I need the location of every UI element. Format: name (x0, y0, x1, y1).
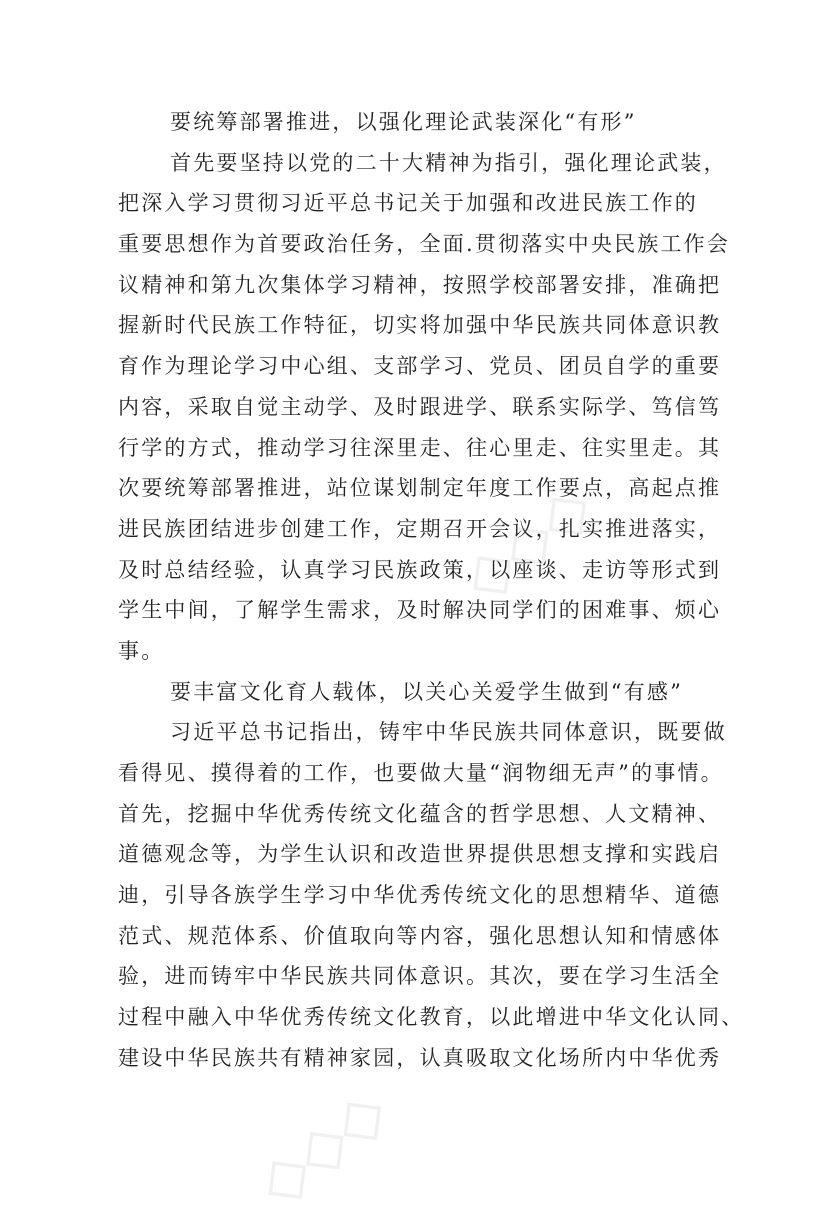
paragraph-line: 道德观念等，为学生认识和改造世界提供思想支撑和实践启 (118, 842, 722, 867)
paragraph-line: 习近平总书记指出，铸牢中华民族共同体意识，既要做 (170, 720, 727, 745)
section-heading: 要丰富文化育人载体，以关心关爱学生做到“有感” (170, 679, 684, 704)
section-heading: 要统筹部署推进，以强化理论武装深化“有形” (170, 110, 637, 134)
paragraph-line: 迪，引导各族学生学习中华优秀传统文化的思想精华、道德 (118, 883, 722, 908)
paragraph-line: 学生中间，了解学生需求，及时解决同学们的困难事、烦心 (118, 598, 722, 623)
paragraph-line: 及时总结经验，认真学习民族政策，以座谈、走访等形式到 (118, 557, 722, 582)
paragraph-line: 重要思想作为首要政治任务，全面.贯彻落实中央民族工作会 (118, 232, 731, 257)
paragraph-line: 首先要坚持以党的二十大精神为指引，强化理论武装， (170, 150, 727, 175)
paragraph-line: 把深入学习贯彻习近平总书记关于加强和改进民族工作的 (118, 191, 698, 216)
paragraph-line: 范式、规范体系、价值取向等内容，强化思想认知和情感体 (118, 923, 722, 948)
document-body (118, 102, 745, 1079)
watermark-graphic: ◇◇◇ (447, 468, 606, 615)
paragraph-line: 过程中融入中华优秀传统文化教育，以此增进中华文化认同、 (118, 1005, 745, 1030)
paragraph-line: 行学的方式，推动学习往深里走、往心里走、往实里走。其 (118, 435, 722, 460)
paragraph-line: 事。 (118, 638, 165, 663)
paragraph-line: 议精神和第九次集体学习精神，按照学校部署安排，准确把 (118, 272, 722, 297)
paragraph-line: 次要统筹部署推进，站位谋划制定年度工作要点，高起点推 (118, 476, 722, 501)
paragraph-line: 看得见、摸得着的工作，也要做大量“润物细无声”的事情。 (118, 761, 724, 785)
paragraph-line: 握新时代民族工作特征，切实将加强中华民族共同体意识教 (118, 313, 722, 338)
paragraph-line: 进民族团结进步创建工作，定期召开会议，扎实推进落实， (118, 516, 722, 541)
paragraph-line: 首先，挖掘中华优秀传统文化蕴含的哲学思想、人文精神、 (118, 801, 722, 826)
paragraph-line: 育作为理论学习中心组、支部学习、党员、团员自学的重要 (118, 354, 722, 379)
paragraph-line: 建设中华民族共有精神家园，认真吸取文化场所内中华优秀 (118, 1045, 722, 1070)
paragraph-line: 验，进而铸牢中华民族共同体意识。其次，要在学习生活全 (118, 964, 722, 989)
paragraph-line: 内容，采取自觉主动学、及时跟进学、联系实际学、笃信笃 (118, 394, 722, 419)
watermark-graphic: ◇◇◇ (242, 1073, 401, 1219)
